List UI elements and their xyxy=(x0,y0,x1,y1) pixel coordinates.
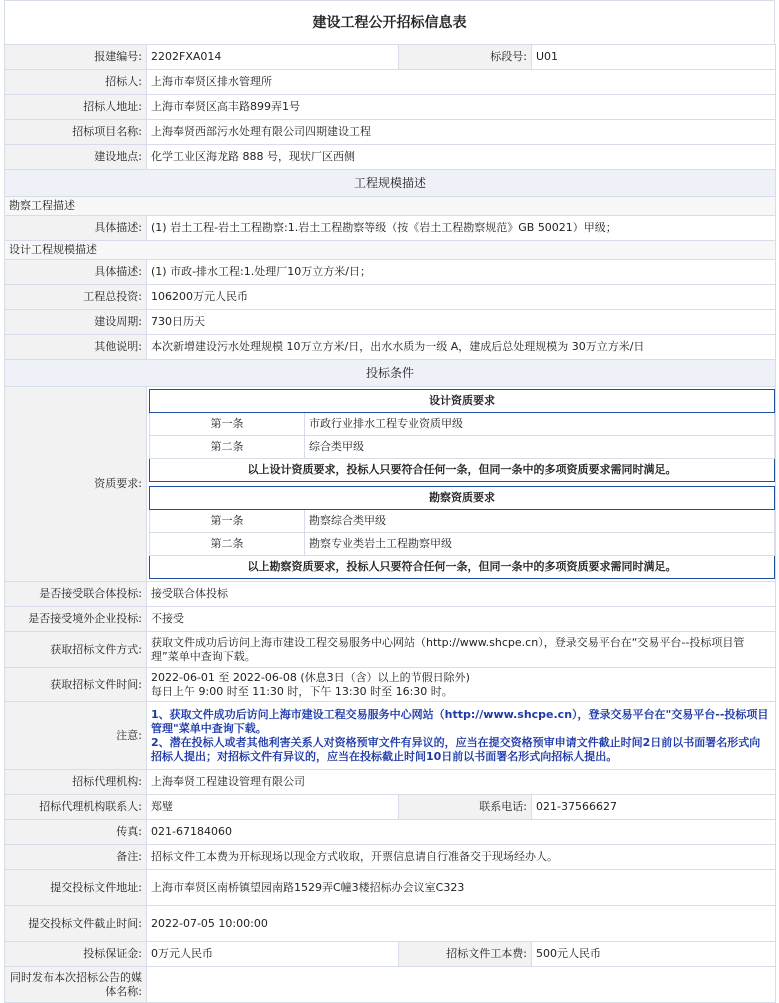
design-section-title: 设计工程规模描述 xyxy=(5,241,776,260)
info-sheet xyxy=(4,0,775,1003)
section-no-label: 标段号: xyxy=(399,45,532,70)
deposit-label: 投标保证金: xyxy=(5,942,147,967)
survey-section-title: 勘察工程描述 xyxy=(5,197,776,216)
survey-detail-value: (1) 岩土工程-岩土工程勘察:1.岩土工程勘察等级（按《岩土工程勘察规范》GB 50021）甲级； xyxy=(147,216,776,241)
media-label: 同时发布本次招标公告的媒体名称: xyxy=(5,967,147,1003)
doc-fee-label: 招标文件工本费: xyxy=(399,942,532,967)
survey-qualification-table xyxy=(149,486,775,579)
survey-item-no: 第二条 xyxy=(150,533,305,556)
period-value: 730日历天 xyxy=(147,310,776,335)
contact-label: 招标代理机构联系人: xyxy=(5,795,147,820)
survey-item-text: 勘察专业类岩土工程勘察甲级 xyxy=(305,533,775,556)
fax-label: 传真: xyxy=(5,820,147,845)
notice-label: 注意: xyxy=(5,702,147,770)
project-name-value: 上海奉贤西部污水处理有限公司四期建设工程 xyxy=(147,120,776,145)
survey-item-no: 第一条 xyxy=(150,510,305,533)
submit-address-value: 上海市奉贤区南桥镇望园南路1529弄C幢3楼招标办会议室C323 xyxy=(147,870,776,906)
report-row xyxy=(5,45,776,70)
obtain-time-hours: 每日上午 9:00 时至 11:30 时，下午 13:30 时至 16:30 时。 xyxy=(151,684,453,698)
agency-value: 上海奉贤工程建设管理有限公司 xyxy=(147,770,776,795)
deadline-label: 提交投标文件截止时间: xyxy=(5,906,147,942)
notice-value xyxy=(147,702,776,770)
design-qualification-footer: 以上设计资质要求，投标人只要符合任何一条，但同一条中的多项资质要求需同时满足。 xyxy=(150,459,775,482)
joint-bid-value: 接受联合体投标 xyxy=(147,582,776,607)
design-qualification-table xyxy=(149,389,775,482)
project-name-label: 招标项目名称: xyxy=(5,120,147,145)
obtain-time-label: 获取招标文件时间: xyxy=(5,668,147,702)
survey-qualification-footer: 以上勘察资质要求，投标人只要符合任何一条，但同一条中的多项资质要求需同时满足。 xyxy=(150,556,775,579)
survey-qualification-title: 勘察资质要求 xyxy=(150,487,775,510)
info-table xyxy=(4,44,776,1003)
foreign-bid-label: 是否接受境外企业投标: xyxy=(5,607,147,632)
design-detail-value: (1) 市政-排水工程:1.处理厂10万立方米/日； xyxy=(147,260,776,285)
phone-label: 联系电话: xyxy=(399,795,532,820)
design-item-text: 市政行业排水工程专业资质甲级 xyxy=(305,413,775,436)
design-item-text: 综合类甲级 xyxy=(305,436,775,459)
joint-bid-label: 是否接受联合体投标: xyxy=(5,582,147,607)
doc-fee-value: 500元人民币 xyxy=(532,942,776,967)
design-detail-label: 具体描述: xyxy=(5,260,147,285)
agency-label: 招标代理机构: xyxy=(5,770,147,795)
tenderer-label: 招标人: xyxy=(5,70,147,95)
phone-value: 021-37566627 xyxy=(532,795,776,820)
qualification-label: 资质要求: xyxy=(5,387,147,582)
tenderer-address-value: 上海市奉贤区高丰路899弄1号 xyxy=(147,95,776,120)
qualification-cell xyxy=(147,387,776,582)
report-no-value: 2202FXA014 xyxy=(147,45,399,70)
period-label: 建设周期: xyxy=(5,310,147,335)
report-no-label: 报建编号: xyxy=(5,45,147,70)
investment-label: 工程总投资: xyxy=(5,285,147,310)
fax-value: 021-67184060 xyxy=(147,820,776,845)
site-label: 建设地点: xyxy=(5,145,147,170)
other-value: 本次新增建设污水处理规模 10万立方米/日，出水水质为一级 A，建成后总处理规模为 30万立方米/日 xyxy=(147,335,776,360)
remark-value: 招标文件工本费为开标现场以现金方式收取，开票信息请自行准备交于现场经办人。 xyxy=(147,845,776,870)
bid-section-title: 投标条件 xyxy=(5,360,776,387)
obtain-time-dates: 2022-06-01 至 2022-06-08 (休息3日（含）以上的节假日除外) xyxy=(151,670,470,684)
investment-value: 106200万元人民币 xyxy=(147,285,776,310)
section-no-value: U01 xyxy=(532,45,776,70)
obtain-method-value: 获取文件成功后访问上海市建设工程交易服务中心网站（http://www.shcpe.cn），登录交易平台在“交易平台--投标项目管理”菜单中查询下载。 xyxy=(147,632,776,668)
obtain-time-value xyxy=(147,668,776,702)
survey-item-text: 勘察综合类甲级 xyxy=(305,510,775,533)
deposit-value: 0万元人民币 xyxy=(147,942,399,967)
page-title: 建设工程公开招标信息表 xyxy=(4,0,775,44)
obtain-method-label: 获取招标文件方式: xyxy=(5,632,147,668)
deadline-value: 2022-07-05 10:00:00 xyxy=(147,906,776,942)
foreign-bid-value: 不接受 xyxy=(147,607,776,632)
design-item-no: 第一条 xyxy=(150,413,305,436)
other-label: 其他说明: xyxy=(5,335,147,360)
scale-section-title: 工程规模描述 xyxy=(5,170,776,197)
survey-detail-label: 具体描述: xyxy=(5,216,147,241)
design-qualification-title: 设计资质要求 xyxy=(150,390,775,413)
tenderer-address-label: 招标人地址: xyxy=(5,95,147,120)
notice-item-1: 1、获取文件成功后访问上海市建设工程交易服务中心网站（http://www.shcpe.cn），登录交易平台在"交易平台--投标项目管理"菜单中查询下载。 xyxy=(151,707,769,735)
media-value xyxy=(147,967,776,1003)
notice-item-2: 2、潜在投标人或者其他利害关系人对资格预审文件有异议的，应当在提交资格预审申请文件截止时间2日前以书面署名形式向招标人提出；对招标文件有异议的，应当在投标截止时间10日前以书面署名形式向招标人提出。 xyxy=(151,735,761,763)
submit-address-label: 提交投标文件地址: xyxy=(5,870,147,906)
contact-value: 郑璧 xyxy=(147,795,399,820)
remark-label: 备注: xyxy=(5,845,147,870)
design-item-no: 第二条 xyxy=(150,436,305,459)
tenderer-value: 上海市奉贤区排水管理所 xyxy=(147,70,776,95)
site-value: 化学工业区海龙路 888 号，现状厂区西侧 xyxy=(147,145,776,170)
